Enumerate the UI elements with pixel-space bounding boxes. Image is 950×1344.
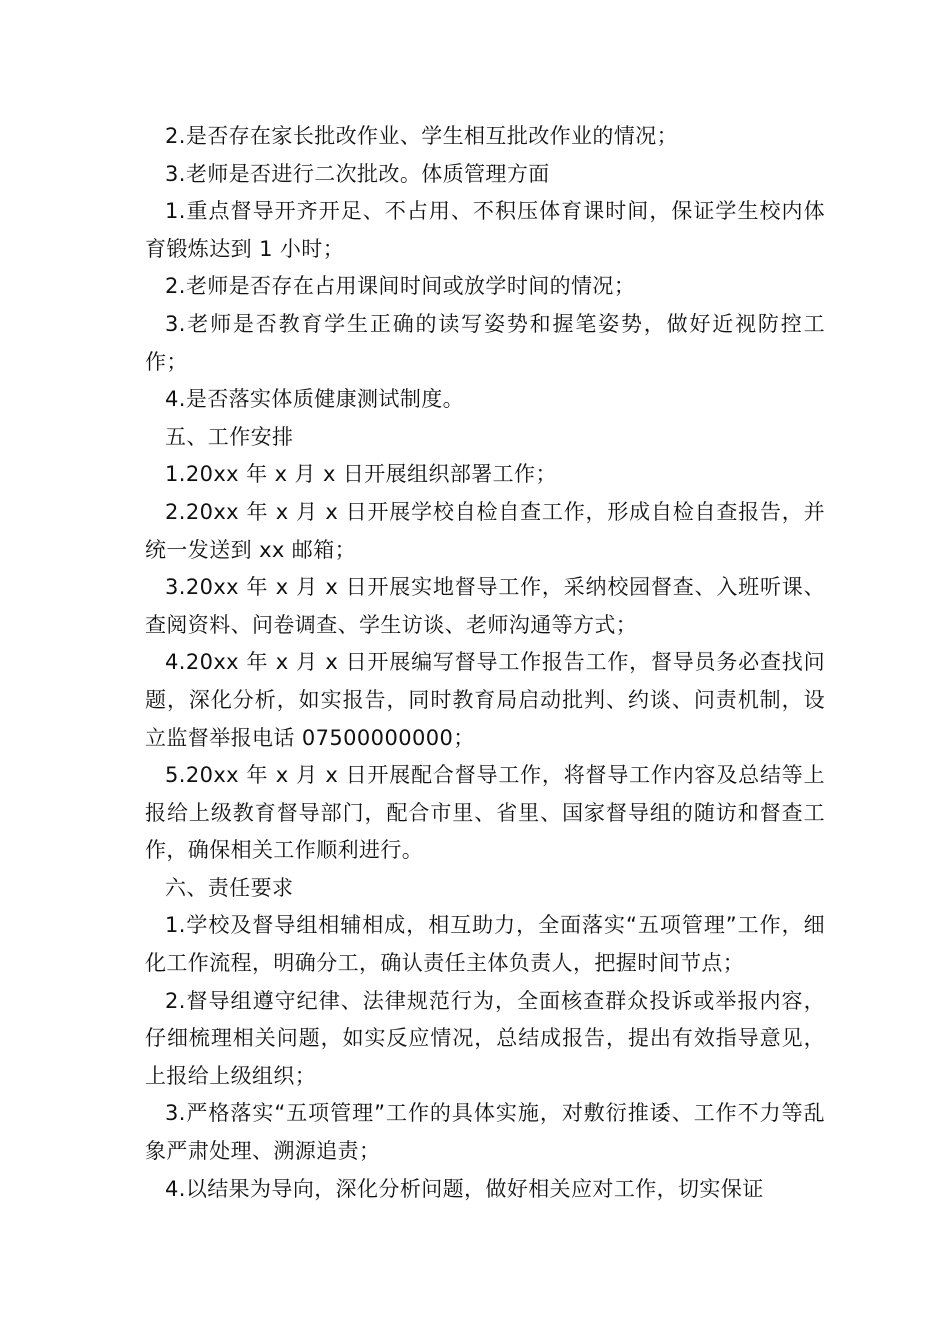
paragraph: 4.以结果为导向，深化分析问题，做好相关应对工作，切实保证 xyxy=(165,1176,764,1201)
paragraph: 1.20xx 年 x 月 x 日开展组织部署工作； xyxy=(165,462,557,487)
paragraph: 4.20xx 年 x 月 x 日开展编写督导工作报告工作，督导员务必查找问题，深化分析，如实报告，同时教育局启动批判、约谈、问责机制，设立监督举报电话 07500000000； xyxy=(145,650,825,750)
paragraph: 5.20xx 年 x 月 x 日开展配合督导工作，将督导工作内容及总结等上报给上级教育督导部门，配合市里、省里、国家督导组的随访和督查工作，确保相关工作顺利进行。 xyxy=(145,763,825,863)
section-heading: 五、工作安排 xyxy=(165,424,294,449)
paragraph: 2.督导组遵守纪律、法律规范行为，全面核查群众投诉或举报内容，仔细梳理相关问题，如实反应情况，总结成报告，提出有效指导意见，上报给上级组织； xyxy=(145,988,825,1088)
paragraph: 2.是否存在家长批改作业、学生相互批改作业的情况； xyxy=(165,124,679,148)
paragraph: 3.20xx 年 x 月 x 日开展实地督导工作，采纳校园督查、入班听课、查阅资料、问卷调查、学生访谈、老师沟通等方式； xyxy=(145,575,825,637)
paragraph: 3.老师是否教育学生正确的读写姿势和握笔姿势，做好近视防控工作； xyxy=(145,311,825,374)
paragraph: 1.学校及督导组相辅相成，相互助力，全面落实“五项管理”工作，细化工作流程，明确分工，确认责任主体负责人，把握时间节点； xyxy=(145,913,825,976)
document-body xyxy=(145,118,825,1208)
paragraph: 2.老师是否存在占用课间时间或放学时间的情况； xyxy=(165,274,636,299)
paragraph: 2.20xx 年 x 月 x 日开展学校自检自查工作，形成自检自查报告，并统一发送到 xx 邮箱； xyxy=(145,499,825,562)
paragraph: 4.是否落实体质健康测试制度。 xyxy=(165,387,465,412)
paragraph: 3.老师是否进行二次批改。体质管理方面 xyxy=(165,161,550,186)
paragraph: 1.重点督导开齐开足、不占用、不积压体育课时间，保证学生校内体育锻炼达到 1 小时； xyxy=(145,199,825,261)
paragraph: 3.严格落实“五项管理”工作的具体实施，对敷衍推诿、工作不力等乱象严肃处理、溯源追责； xyxy=(145,1101,825,1164)
section-heading: 六、责任要求 xyxy=(165,875,294,900)
